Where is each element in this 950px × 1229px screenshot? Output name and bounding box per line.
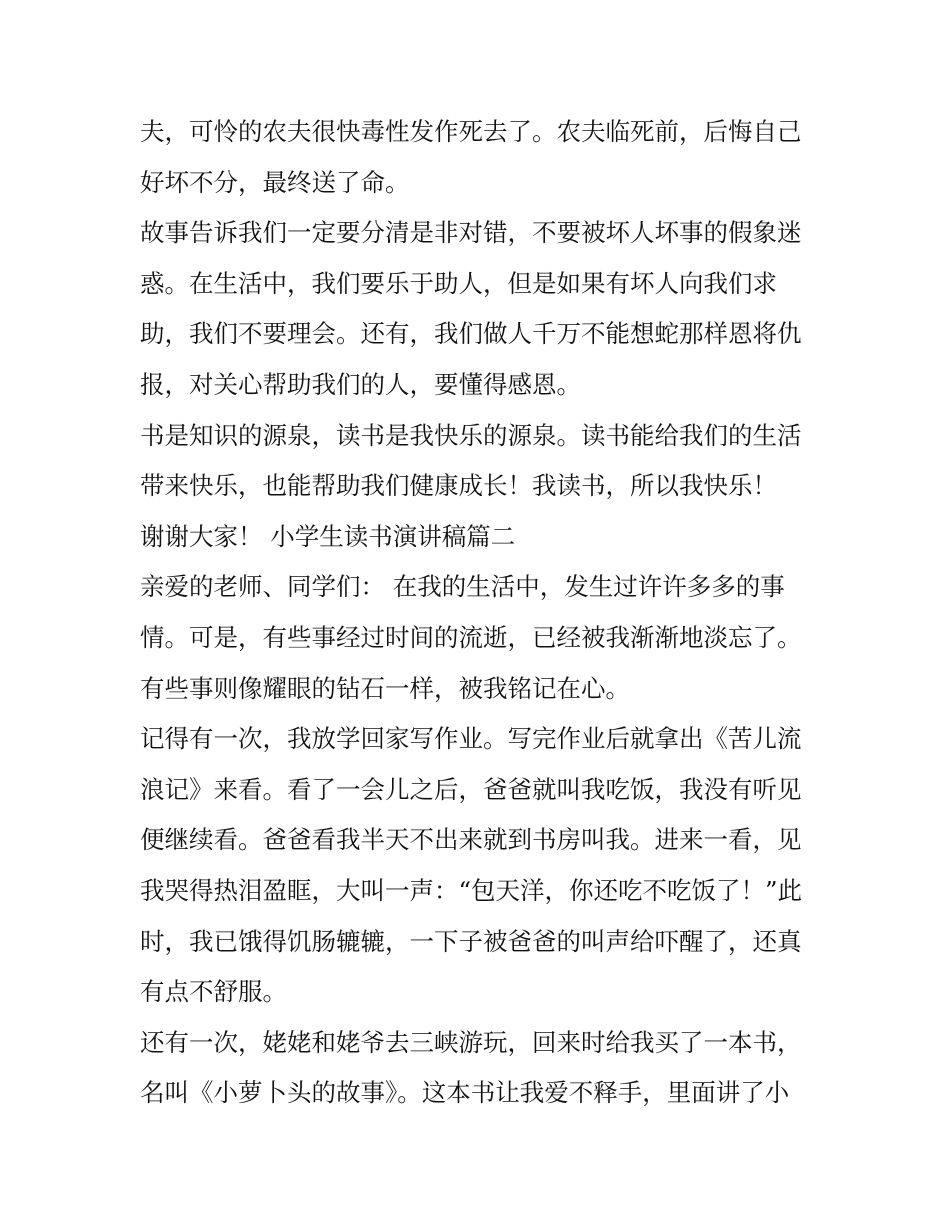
text-line: 我哭得热泪盈眶，大叫一声：“包天洋，你还吃不吃饭了！”此 bbox=[140, 875, 803, 905]
text-line: 情。可是，有些事经过时间的流逝，已经被我渐渐地淡忘了。 bbox=[140, 622, 802, 652]
text-line: 助，我们不要理会。还有，我们做人千万不能想蛇那样恩将仇 bbox=[140, 319, 802, 349]
text-line: 惑。在生活中，我们要乐于助人，但是如果有坏人向我们求 bbox=[140, 268, 777, 298]
text-line: 还有一次，姥姥和姥爷去三峡游玩，回来时给我买了一本书， bbox=[140, 1027, 802, 1057]
text-line: 浪记》来看。看了一会儿之后，爸爸就叫我吃饭，我没有听见 bbox=[140, 774, 802, 804]
text-line: 名叫《小萝卜头的故事》。这本书让我爱不释手，里面讲了小 bbox=[140, 1078, 790, 1108]
text-line: 时，我已饿得饥肠辘辘，一下子被爸爸的叫声给吓醒了，还真 bbox=[140, 926, 802, 956]
text-line: 带来快乐，也能帮助我们健康成长！我读书，所以我快乐！ bbox=[140, 471, 777, 501]
text-line: 故事告诉我们一定要分清是非对错，不要被坏人坏事的假象迷 bbox=[140, 218, 802, 248]
text-line: 便继续看。爸爸看我半天不出来就到书房叫我。进来一看，见 bbox=[140, 825, 802, 855]
text-line: 书是知识的源泉，读书是我快乐的源泉。读书能给我们的生活 bbox=[140, 420, 802, 450]
document-body bbox=[140, 107, 820, 1119]
text-line: 有点不舒服。 bbox=[140, 977, 287, 1007]
text-line: 亲爱的老师、同学们： 在我的生活中，发生过许许多多的事 bbox=[140, 572, 785, 602]
text-line: 夫，可怜的农夫很快毒性发作死去了。农夫临死前，后悔自己 bbox=[140, 117, 802, 146]
text-line: 记得有一次，我放学回家写作业。写完作业后就拿出《苦儿流 bbox=[140, 724, 802, 754]
section-heading-line: 谢谢大家！ 小学生读书演讲稿篇二 bbox=[140, 521, 516, 551]
text-line: 报，对关心帮助我们的人，要懂得感恩。 bbox=[140, 369, 581, 399]
text-line: 好坏不分，最终送了命。 bbox=[140, 167, 410, 197]
text-line: 有些事则像耀眼的钻石一样，被我铭记在心。 bbox=[140, 673, 630, 703]
